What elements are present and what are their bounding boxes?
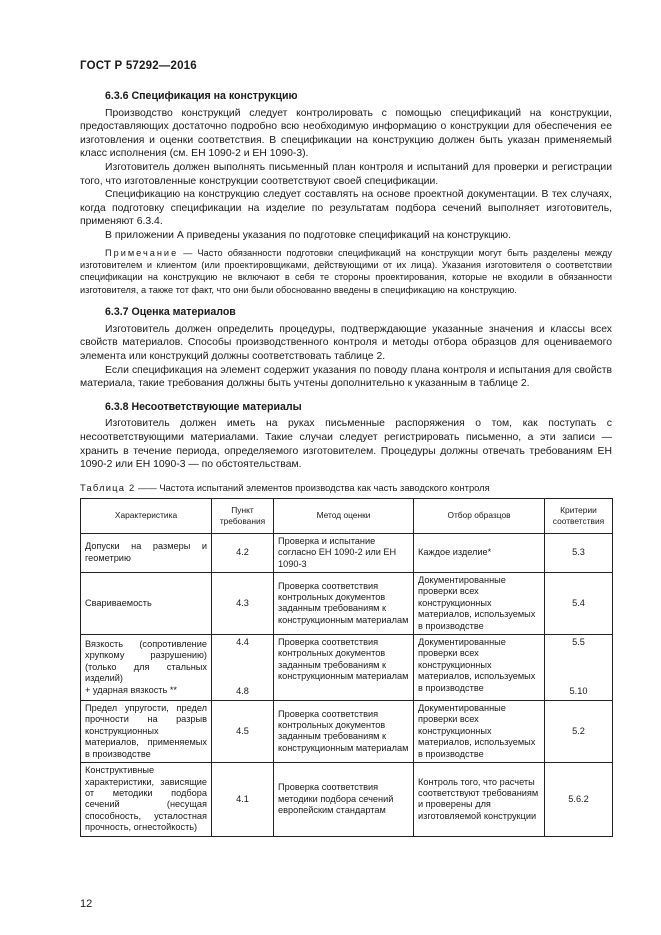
- cell-method: Проверка соответствия методики подбора сечений европейским стандартам: [274, 762, 414, 836]
- cell-sampling: Документированные проверки всех конструкционных материалов, используемых в производстве: [414, 700, 545, 762]
- section-heading-638: 6.3.8 Несоответствующие материалы: [105, 400, 302, 413]
- cell-method: Проверка и испытание согласно ЕН 1090-2 или ЕН 1090-3: [274, 533, 414, 572]
- cell-clause: 4.1: [212, 762, 274, 836]
- characteristic-extra: + ударная вязкость **: [85, 684, 177, 695]
- cell-clause: 4.3: [212, 572, 274, 634]
- cell-characteristic: Допуски на размеры и геометрию: [81, 533, 212, 572]
- table-row: [81, 700, 613, 762]
- paragraph: Спецификацию на конструкцию следует составлять на основе проектной документации. В тех случаях, когда подготовку спецификации на изделие по результатам подбора сечений выполняет изготовитель, применяют 6.3.4.: [80, 189, 612, 228]
- page-number: 12: [80, 898, 93, 910]
- cell-method: Проверка соответствия контрольных документов заданным требованиям к конструкционным материалам: [274, 634, 414, 700]
- note-text: — Часто обязанности подготовки спецификаций на конструкции могут быть разделены между изготовителем и клиентом (или проектировщиками, действующими от их лица). Указания изготовителя о соответствии спецификации на конструкцию не включают в себя те стороны проектирования, которые не входили в обязанности изготовителя, а также тот факт, что они были обоснованно введены в спецификацию на конструкцию.: [80, 247, 612, 295]
- page-content: [80, 90, 612, 837]
- cell-criteria: 5.2: [545, 700, 613, 762]
- table-header-row: [81, 498, 613, 533]
- clause-main: 4.4: [236, 636, 249, 647]
- cell-characteristic: Предел упругости, предел прочности на разрыв конструкционных материалов, применяемых в производстве: [81, 700, 212, 762]
- cell-sampling: Контроль того, что расчеты соответствуют требованиям и проверены для изготовляемой конструкции: [414, 762, 545, 836]
- cell-characteristic: [81, 634, 212, 700]
- column-header: Отбор образцов: [414, 498, 545, 533]
- table-caption: [80, 482, 612, 494]
- cell-criteria: 5.3: [545, 533, 613, 572]
- table-row: [81, 533, 613, 572]
- cell-sampling: Документированные проверки всех конструкционных материалов, используемых в производстве: [414, 634, 545, 700]
- document-id-header: ГОСТ Р 57292—2016: [80, 60, 197, 72]
- cell-characteristic: Конструктивные характеристики, зависящие от методики подбора сечений (несущая способность, усталостная прочность, огнестойкость): [81, 762, 212, 836]
- fpc-test-table: [80, 498, 613, 837]
- table-caption-label: Таблица 2: [80, 481, 136, 493]
- paragraph: Изготовитель должен определить процедуры, подтверждающие указанные значения и классы всех свойств материалов. Способы производственного контроля и методы отбора образцов для оцениваемого элемента или конструкций должны соответствовать таблице 2.: [80, 323, 612, 362]
- paragraph: Изготовитель должен выполнять письменный план контроля и испытаний для проверки и регистрации того, что изготовленные конструкции соответствуют своей спецификации.: [80, 161, 612, 187]
- section-heading-636: 6.3.6 Спецификация на конструкцию: [105, 90, 298, 102]
- note: [80, 247, 612, 297]
- criteria-main: 5.5: [572, 636, 585, 647]
- note-label: Примечание: [105, 247, 179, 258]
- cell-criteria: 5.4: [545, 572, 613, 634]
- paragraph: Изготовитель должен иметь на руках письменные распоряжения о том, как поступать с несоответствующими материалами. Такие случаи следует регистрировать письменно, а эти записи — хранить в течение периода, определяемого изготовителем. Процедуры должны отвечать требованиям ЕН 1090-2 или ЕН 1090-3 — по обстоятельствам.: [80, 418, 612, 471]
- cell-clause: 4.2: [212, 533, 274, 572]
- cell-method: Проверка соответствия контрольных документов заданным требованиям к конструкционным материалам: [274, 700, 414, 762]
- criteria-extra: 5.10: [569, 685, 588, 696]
- clause-extra: 4.8: [236, 685, 249, 696]
- column-header: Метод оценки: [274, 498, 414, 533]
- cell-sampling: Каждое изделие*: [414, 533, 545, 572]
- paragraph: Производство конструкций следует контролировать с помощью спецификаций на конструкции, предоставляющих достаточно подробно всю необходимую информацию о конструкции для обеспечения ее изготовления и оценки соответствия. В спецификации на конструкцию должен быть указан применяемый класс исполнения (см. ЕН 1090-2 и ЕН 1090-3).: [80, 107, 612, 160]
- table-row: [81, 572, 613, 634]
- cell-clause: 4.5: [212, 700, 274, 762]
- cell-clause: [212, 634, 274, 700]
- table-row: [81, 634, 613, 700]
- table-row: [81, 762, 613, 836]
- column-header: Характеристика: [81, 498, 212, 533]
- section-heading-637: 6.3.7 Оценка материалов: [105, 306, 236, 319]
- cell-criteria: 5.6.2: [545, 762, 613, 836]
- cell-sampling: Документированные проверки всех конструкционных материалов, используемых в производстве: [414, 572, 545, 634]
- cell-method: Проверка соответствия контрольных документов заданным требованиям к конструкционным материалам: [274, 572, 414, 634]
- column-header: Пункт требования: [212, 498, 274, 533]
- table-caption-text: —— Частота испытаний элементов производства как часть заводского контроля: [135, 481, 490, 493]
- cell-criteria: [545, 634, 613, 700]
- paragraph: В приложении А приведены указания по подготовке спецификаций на конструкцию.: [105, 229, 511, 241]
- cell-characteristic: Свариваемость: [81, 572, 212, 634]
- column-header: Критерии соответствия: [545, 498, 613, 533]
- characteristic-main: Вязкость (сопротивление хрупкому разрушению) (только для стальных изделий): [85, 638, 207, 684]
- paragraph: Если спецификация на элемент содержит указания по поводу плана контроля и испытания для свойств материала, такие требования должны быть учтены дополнительно к указанным в таблице 2.: [80, 364, 612, 390]
